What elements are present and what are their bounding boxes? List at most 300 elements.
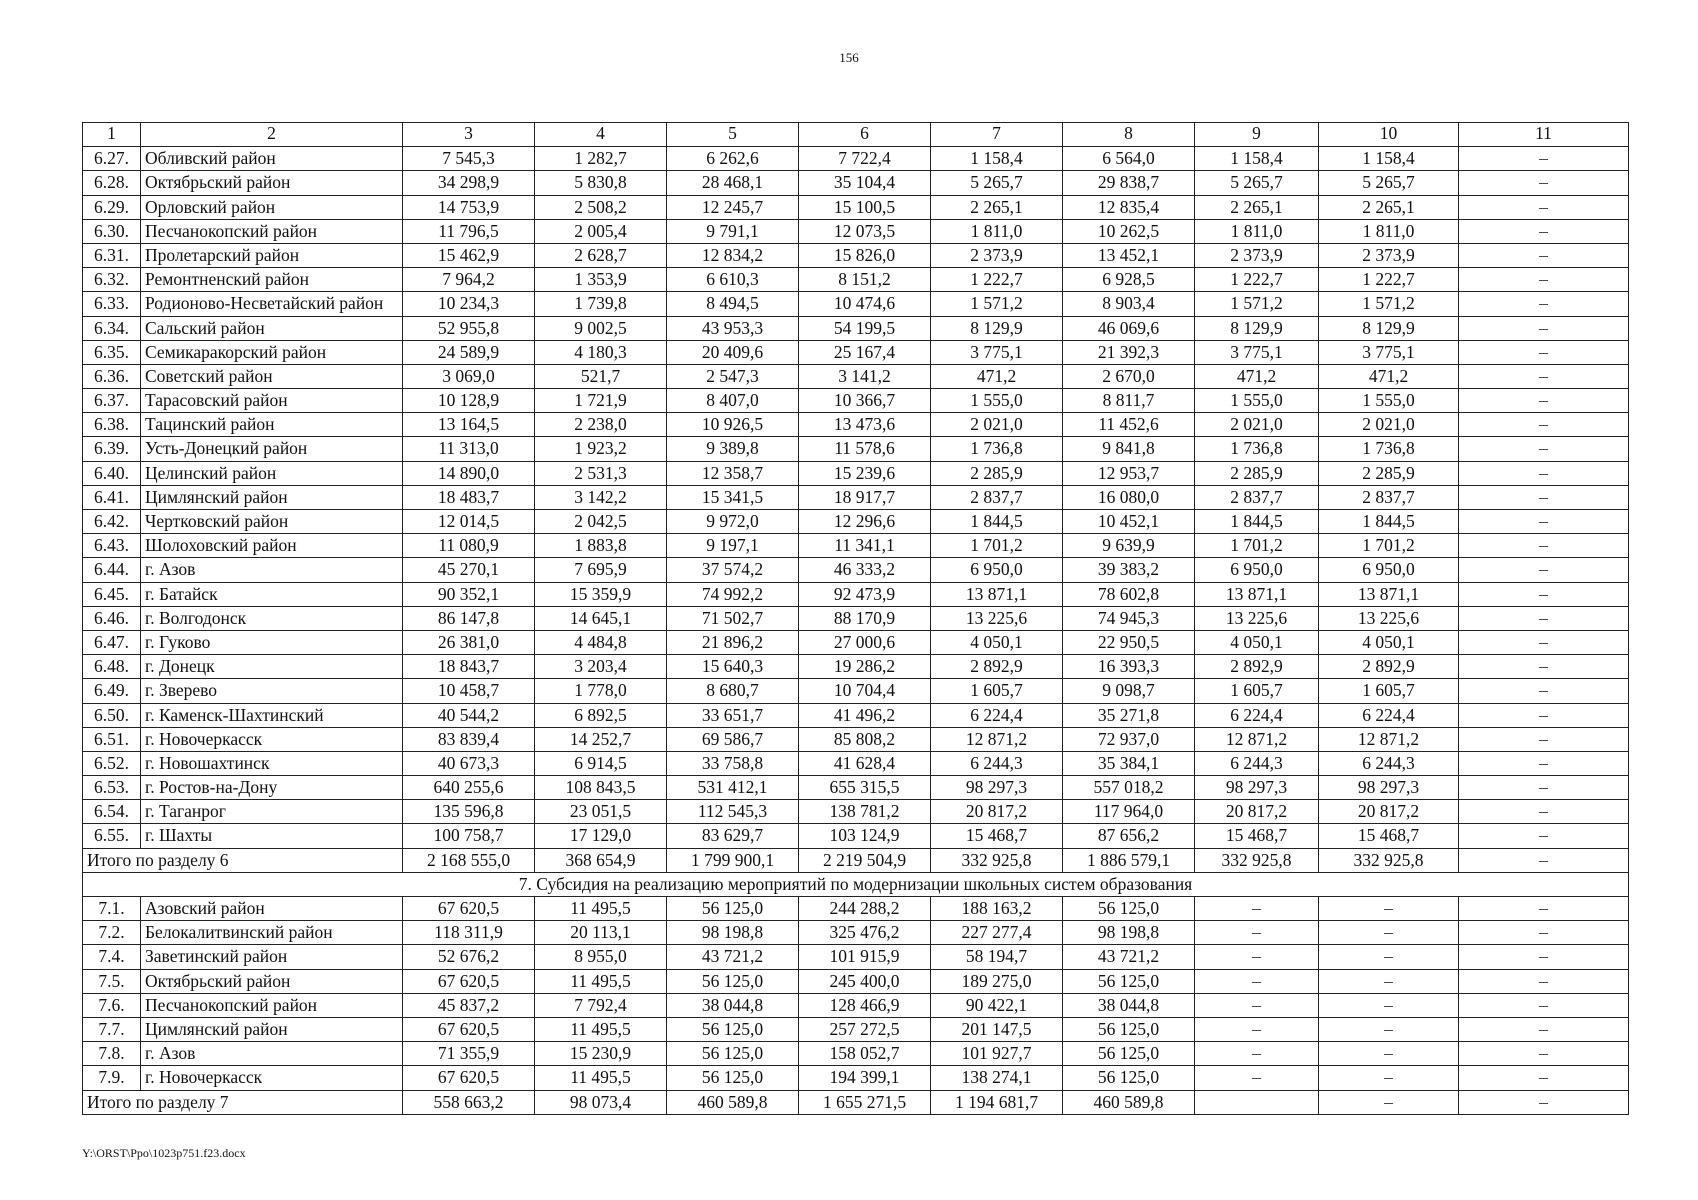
municipality-name-cell: г. Новошахтинск — [141, 751, 403, 775]
value-cell: 6 610,3 — [667, 268, 799, 292]
value-cell: 2 837,7 — [1319, 485, 1459, 509]
row-number-cell: 6.48. — [83, 655, 141, 679]
value-cell: 12 245,7 — [667, 195, 799, 219]
municipality-name-cell: Шолоховский район — [141, 534, 403, 558]
value-cell: 2 042,5 — [535, 510, 667, 534]
value-cell: – — [1459, 485, 1629, 509]
value-cell: 4 050,1 — [931, 630, 1063, 654]
table-row — [83, 606, 1629, 630]
value-cell: 43 721,2 — [667, 945, 799, 969]
table-row — [83, 243, 1629, 267]
value-cell: 1 736,8 — [931, 437, 1063, 461]
value-cell: 1 923,2 — [535, 437, 667, 461]
value-cell: 1 555,0 — [1195, 389, 1319, 413]
table-row — [83, 630, 1629, 654]
value-cell: 471,2 — [931, 364, 1063, 388]
value-cell: 11 452,6 — [1063, 413, 1195, 437]
table-row — [83, 558, 1629, 582]
value-cell: 20 817,2 — [1319, 800, 1459, 824]
value-cell: 3 141,2 — [799, 364, 931, 388]
value-cell: – — [1459, 316, 1629, 340]
value-cell: 14 645,1 — [535, 606, 667, 630]
column-number-cell: 3 — [403, 123, 535, 147]
value-cell: 8 407,0 — [667, 389, 799, 413]
row-number-cell: 6.42. — [83, 510, 141, 534]
municipality-name-cell: Родионово-Несветайский район — [141, 292, 403, 316]
value-cell: 10 366,7 — [799, 389, 931, 413]
row-number-cell: 6.55. — [83, 824, 141, 848]
value-cell: 67 620,5 — [403, 969, 535, 993]
value-cell: 325 476,2 — [799, 921, 931, 945]
municipality-name-cell: Орловский район — [141, 195, 403, 219]
value-cell: – — [1195, 1066, 1319, 1090]
value-cell: 2 285,9 — [1319, 461, 1459, 485]
row-number-cell: 6.54. — [83, 800, 141, 824]
value-cell: 98 198,8 — [667, 921, 799, 945]
municipality-name-cell: г. Волгодонск — [141, 606, 403, 630]
value-cell: 3 203,4 — [535, 655, 667, 679]
value-cell: 90 352,1 — [403, 582, 535, 606]
value-cell: 7 964,2 — [403, 268, 535, 292]
total-value-cell: – — [1319, 1090, 1459, 1114]
column-number-cell: 8 — [1063, 123, 1195, 147]
value-cell: 7 545,3 — [403, 147, 535, 171]
column-number-header-row — [83, 123, 1629, 147]
value-cell: 2 265,1 — [1319, 195, 1459, 219]
row-number-cell: 6.33. — [83, 292, 141, 316]
table-row — [83, 268, 1629, 292]
value-cell: 244 288,2 — [799, 897, 931, 921]
value-cell: 5 265,7 — [931, 171, 1063, 195]
municipality-name-cell: Октябрьский район — [141, 171, 403, 195]
municipality-name-cell: г. Шахты — [141, 824, 403, 848]
value-cell: – — [1459, 945, 1629, 969]
total-value-cell: 332 925,8 — [931, 848, 1063, 872]
value-cell: 108 843,5 — [535, 776, 667, 800]
column-number-cell: 6 — [799, 123, 931, 147]
municipality-name-cell: Пролетарский район — [141, 243, 403, 267]
value-cell: 1 883,8 — [535, 534, 667, 558]
value-cell: 38 044,8 — [667, 993, 799, 1017]
value-cell: 8 955,0 — [535, 945, 667, 969]
value-cell: 58 194,7 — [931, 945, 1063, 969]
value-cell: 245 400,0 — [799, 969, 931, 993]
value-cell: 655 315,5 — [799, 776, 931, 800]
value-cell: 1 605,7 — [931, 679, 1063, 703]
value-cell: 11 495,5 — [535, 1066, 667, 1090]
value-cell: 15 230,9 — [535, 1042, 667, 1066]
value-cell: 188 163,2 — [931, 897, 1063, 921]
value-cell: 1 701,2 — [1195, 534, 1319, 558]
value-cell: 56 125,0 — [667, 1017, 799, 1041]
value-cell: 2 547,3 — [667, 364, 799, 388]
municipality-name-cell: г. Новочеркасск — [141, 727, 403, 751]
municipality-name-cell: Усть-Донецкий район — [141, 437, 403, 461]
table-row — [83, 824, 1629, 848]
value-cell: – — [1459, 655, 1629, 679]
value-cell: – — [1459, 364, 1629, 388]
value-cell: 471,2 — [1319, 364, 1459, 388]
value-cell: 1 844,5 — [931, 510, 1063, 534]
value-cell: 85 808,2 — [799, 727, 931, 751]
value-cell: 16 393,3 — [1063, 655, 1195, 679]
value-cell: 3 775,1 — [931, 340, 1063, 364]
value-cell: 6 928,5 — [1063, 268, 1195, 292]
section-total-label: Итого по разделу 6 — [83, 848, 403, 872]
value-cell: 54 199,5 — [799, 316, 931, 340]
value-cell: 11 578,6 — [799, 437, 931, 461]
municipality-name-cell: Белокалитвинский район — [141, 921, 403, 945]
table-row — [83, 413, 1629, 437]
value-cell: 14 890,0 — [403, 461, 535, 485]
value-cell: 13 225,6 — [1195, 606, 1319, 630]
value-cell: 11 080,9 — [403, 534, 535, 558]
municipality-name-cell: Песчанокопский район — [141, 219, 403, 243]
table-row — [83, 316, 1629, 340]
value-cell: 1 571,2 — [1195, 292, 1319, 316]
total-value-cell: – — [1459, 1090, 1629, 1114]
value-cell: – — [1459, 824, 1629, 848]
value-cell: – — [1459, 630, 1629, 654]
value-cell: 67 620,5 — [403, 1066, 535, 1090]
value-cell: 227 277,4 — [931, 921, 1063, 945]
table-row — [83, 945, 1629, 969]
value-cell: 86 147,8 — [403, 606, 535, 630]
table-row — [83, 485, 1629, 509]
value-cell: 25 167,4 — [799, 340, 931, 364]
value-cell: 257 272,5 — [799, 1017, 931, 1041]
value-cell: – — [1195, 945, 1319, 969]
value-cell: 10 474,6 — [799, 292, 931, 316]
value-cell: 35 384,1 — [1063, 751, 1195, 775]
value-cell: 2 265,1 — [1195, 195, 1319, 219]
row-number-cell: 6.30. — [83, 219, 141, 243]
value-cell: 33 758,8 — [667, 751, 799, 775]
total-value-cell: 460 589,8 — [667, 1090, 799, 1114]
value-cell: 8 151,2 — [799, 268, 931, 292]
value-cell: 128 466,9 — [799, 993, 931, 1017]
value-cell: 56 125,0 — [667, 1042, 799, 1066]
value-cell: 56 125,0 — [1063, 969, 1195, 993]
value-cell: 10 926,5 — [667, 413, 799, 437]
table-row — [83, 751, 1629, 775]
table-row — [83, 655, 1629, 679]
value-cell: 5 830,8 — [535, 171, 667, 195]
value-cell: 37 574,2 — [667, 558, 799, 582]
value-cell: 9 791,1 — [667, 219, 799, 243]
value-cell: 1 571,2 — [1319, 292, 1459, 316]
table-row — [83, 800, 1629, 824]
value-cell: – — [1195, 993, 1319, 1017]
value-cell: 29 838,7 — [1063, 171, 1195, 195]
value-cell: 2 021,0 — [1319, 413, 1459, 437]
value-cell: 13 452,1 — [1063, 243, 1195, 267]
value-cell: 1 353,9 — [535, 268, 667, 292]
value-cell: 11 313,0 — [403, 437, 535, 461]
value-cell: 20 409,6 — [667, 340, 799, 364]
value-cell: 14 753,9 — [403, 195, 535, 219]
municipality-name-cell: г. Батайск — [141, 582, 403, 606]
value-cell: 12 014,5 — [403, 510, 535, 534]
row-number-cell: 6.39. — [83, 437, 141, 461]
section-title-row — [83, 872, 1629, 896]
value-cell: 11 796,5 — [403, 219, 535, 243]
municipality-name-cell: Тацинский район — [141, 413, 403, 437]
value-cell: – — [1195, 1017, 1319, 1041]
value-cell: – — [1459, 292, 1629, 316]
row-number-cell: 7.6. — [83, 993, 141, 1017]
value-cell: – — [1319, 1066, 1459, 1090]
section-total-row — [83, 848, 1629, 872]
value-cell: 46 333,2 — [799, 558, 931, 582]
value-cell: 9 639,9 — [1063, 534, 1195, 558]
value-cell: – — [1459, 413, 1629, 437]
municipality-name-cell: г. Донецк — [141, 655, 403, 679]
value-cell: 98 198,8 — [1063, 921, 1195, 945]
row-number-cell: 7.8. — [83, 1042, 141, 1066]
row-number-cell: 6.41. — [83, 485, 141, 509]
value-cell: 11 495,5 — [535, 1017, 667, 1041]
table-row — [83, 147, 1629, 171]
value-cell: 1 701,2 — [1319, 534, 1459, 558]
value-cell: 71 502,7 — [667, 606, 799, 630]
value-cell: 4 484,8 — [535, 630, 667, 654]
municipality-name-cell: Октябрьский район — [141, 969, 403, 993]
row-number-cell: 7.7. — [83, 1017, 141, 1041]
value-cell: 28 468,1 — [667, 171, 799, 195]
column-number-cell: 10 — [1319, 123, 1459, 147]
value-cell: 6 224,4 — [1195, 703, 1319, 727]
table-row — [83, 921, 1629, 945]
municipality-name-cell: г. Каменск-Шахтинский — [141, 703, 403, 727]
value-cell: 10 704,4 — [799, 679, 931, 703]
value-cell: 2 265,1 — [931, 195, 1063, 219]
table-row — [83, 703, 1629, 727]
value-cell: 56 125,0 — [667, 897, 799, 921]
value-cell: – — [1459, 582, 1629, 606]
value-cell: 98 297,3 — [1195, 776, 1319, 800]
column-number-cell: 5 — [667, 123, 799, 147]
value-cell: 12 358,7 — [667, 461, 799, 485]
value-cell: 6 950,0 — [1195, 558, 1319, 582]
value-cell: 6 262,6 — [667, 147, 799, 171]
value-cell: – — [1195, 897, 1319, 921]
value-cell: 13 871,1 — [931, 582, 1063, 606]
value-cell: 2 285,9 — [931, 461, 1063, 485]
value-cell: 12 834,2 — [667, 243, 799, 267]
row-number-cell: 6.43. — [83, 534, 141, 558]
value-cell: 83 839,4 — [403, 727, 535, 751]
value-cell: 20 113,1 — [535, 921, 667, 945]
value-cell: 2 373,9 — [1319, 243, 1459, 267]
value-cell: 87 656,2 — [1063, 824, 1195, 848]
municipality-name-cell: Советский район — [141, 364, 403, 388]
value-cell: 13 871,1 — [1195, 582, 1319, 606]
table-row — [83, 461, 1629, 485]
value-cell: 52 676,2 — [403, 945, 535, 969]
value-cell: 9 841,8 — [1063, 437, 1195, 461]
value-cell: 8 903,4 — [1063, 292, 1195, 316]
value-cell: 90 422,1 — [931, 993, 1063, 1017]
value-cell: 24 589,9 — [403, 340, 535, 364]
municipality-name-cell: г. Азов — [141, 558, 403, 582]
table-row — [83, 1017, 1629, 1041]
value-cell: 6 914,5 — [535, 751, 667, 775]
value-cell: 12 953,7 — [1063, 461, 1195, 485]
value-cell: 2 892,9 — [931, 655, 1063, 679]
row-number-cell: 6.47. — [83, 630, 141, 654]
value-cell: 12 296,6 — [799, 510, 931, 534]
row-number-cell: 6.49. — [83, 679, 141, 703]
value-cell: 6 892,5 — [535, 703, 667, 727]
value-cell: 98 297,3 — [1319, 776, 1459, 800]
value-cell: 1 605,7 — [1319, 679, 1459, 703]
value-cell: – — [1459, 340, 1629, 364]
value-cell: 2 837,7 — [1195, 485, 1319, 509]
value-cell: 15 462,9 — [403, 243, 535, 267]
value-cell: 35 271,8 — [1063, 703, 1195, 727]
value-cell: 39 383,2 — [1063, 558, 1195, 582]
municipality-name-cell: г. Таганрог — [141, 800, 403, 824]
section-total-label: Итого по разделу 7 — [83, 1090, 403, 1114]
value-cell: 12 871,2 — [1195, 727, 1319, 751]
value-cell: – — [1459, 268, 1629, 292]
value-cell: 15 468,7 — [1195, 824, 1319, 848]
value-cell: 15 239,6 — [799, 461, 931, 485]
municipality-name-cell: Целинский район — [141, 461, 403, 485]
value-cell: 35 104,4 — [799, 171, 931, 195]
row-number-cell: 7.1. — [83, 897, 141, 921]
column-number-cell: 7 — [931, 123, 1063, 147]
value-cell: 158 052,7 — [799, 1042, 931, 1066]
value-cell: 6 950,0 — [1319, 558, 1459, 582]
value-cell: 2 021,0 — [931, 413, 1063, 437]
value-cell: 45 837,2 — [403, 993, 535, 1017]
value-cell: – — [1459, 534, 1629, 558]
value-cell: 6 950,0 — [931, 558, 1063, 582]
value-cell: 6 244,3 — [931, 751, 1063, 775]
total-value-cell: 368 654,9 — [535, 848, 667, 872]
total-value-cell: 460 589,8 — [1063, 1090, 1195, 1114]
municipality-name-cell: Азовский район — [141, 897, 403, 921]
total-value-cell: 1 194 681,7 — [931, 1090, 1063, 1114]
value-cell: 18 843,7 — [403, 655, 535, 679]
value-cell: 10 452,1 — [1063, 510, 1195, 534]
table-row — [83, 969, 1629, 993]
value-cell: 8 129,9 — [931, 316, 1063, 340]
value-cell: 56 125,0 — [667, 1066, 799, 1090]
value-cell: 118 311,9 — [403, 921, 535, 945]
value-cell: – — [1459, 921, 1629, 945]
value-cell: – — [1195, 1042, 1319, 1066]
table-row — [83, 1042, 1629, 1066]
value-cell: 138 274,1 — [931, 1066, 1063, 1090]
value-cell: 33 651,7 — [667, 703, 799, 727]
value-cell: 74 945,3 — [1063, 606, 1195, 630]
value-cell: – — [1459, 679, 1629, 703]
value-cell: – — [1319, 945, 1459, 969]
table-row — [83, 364, 1629, 388]
column-number-cell: 11 — [1459, 123, 1629, 147]
value-cell: 4 050,1 — [1319, 630, 1459, 654]
value-cell: 74 992,2 — [667, 582, 799, 606]
value-cell: 9 197,1 — [667, 534, 799, 558]
table-row — [83, 171, 1629, 195]
municipality-name-cell: Тарасовский район — [141, 389, 403, 413]
value-cell: – — [1319, 993, 1459, 1017]
value-cell: 98 297,3 — [931, 776, 1063, 800]
value-cell: 69 586,7 — [667, 727, 799, 751]
row-number-cell: 6.53. — [83, 776, 141, 800]
table-row — [83, 389, 1629, 413]
value-cell: 3 142,2 — [535, 485, 667, 509]
value-cell: – — [1459, 606, 1629, 630]
value-cell: 2 373,9 — [931, 243, 1063, 267]
table-row — [83, 679, 1629, 703]
value-cell: – — [1459, 510, 1629, 534]
table-row — [83, 292, 1629, 316]
value-cell: 1 701,2 — [931, 534, 1063, 558]
municipality-name-cell: г. Новочеркасск — [141, 1066, 403, 1090]
value-cell: 38 044,8 — [1063, 993, 1195, 1017]
value-cell: 1 739,8 — [535, 292, 667, 316]
value-cell: 45 270,1 — [403, 558, 535, 582]
value-cell: 1 158,4 — [1319, 147, 1459, 171]
value-cell: 6 244,3 — [1195, 751, 1319, 775]
value-cell: 112 545,3 — [667, 800, 799, 824]
value-cell: 92 473,9 — [799, 582, 931, 606]
value-cell: 135 596,8 — [403, 800, 535, 824]
value-cell: 1 571,2 — [931, 292, 1063, 316]
value-cell: 9 389,8 — [667, 437, 799, 461]
table-row — [83, 340, 1629, 364]
value-cell: 2 021,0 — [1195, 413, 1319, 437]
value-cell: – — [1459, 969, 1629, 993]
value-cell: 17 129,0 — [535, 824, 667, 848]
value-cell: – — [1459, 437, 1629, 461]
table-row — [83, 437, 1629, 461]
value-cell: 15 826,0 — [799, 243, 931, 267]
value-cell: – — [1459, 751, 1629, 775]
value-cell: 78 602,8 — [1063, 582, 1195, 606]
value-cell: 15 100,5 — [799, 195, 931, 219]
value-cell: 3 775,1 — [1195, 340, 1319, 364]
value-cell: 11 495,5 — [535, 969, 667, 993]
value-cell: 6 244,3 — [1319, 751, 1459, 775]
value-cell: 11 341,1 — [799, 534, 931, 558]
total-value-cell: 332 925,8 — [1319, 848, 1459, 872]
value-cell: 56 125,0 — [1063, 897, 1195, 921]
row-number-cell: 6.34. — [83, 316, 141, 340]
value-cell: – — [1319, 1017, 1459, 1041]
table-row — [83, 510, 1629, 534]
value-cell: 56 125,0 — [1063, 1042, 1195, 1066]
municipality-name-cell: Ремонтненский район — [141, 268, 403, 292]
value-cell: 34 298,9 — [403, 171, 535, 195]
row-number-cell: 6.50. — [83, 703, 141, 727]
value-cell: – — [1459, 243, 1629, 267]
row-number-cell: 6.31. — [83, 243, 141, 267]
value-cell: 41 496,2 — [799, 703, 931, 727]
value-cell: 6 564,0 — [1063, 147, 1195, 171]
value-cell: 189 275,0 — [931, 969, 1063, 993]
municipality-name-cell: Цимлянский район — [141, 1017, 403, 1041]
value-cell: 1 222,7 — [1195, 268, 1319, 292]
table-row — [83, 219, 1629, 243]
value-cell: 15 341,5 — [667, 485, 799, 509]
table-row — [83, 776, 1629, 800]
budget-table — [82, 122, 1629, 1115]
